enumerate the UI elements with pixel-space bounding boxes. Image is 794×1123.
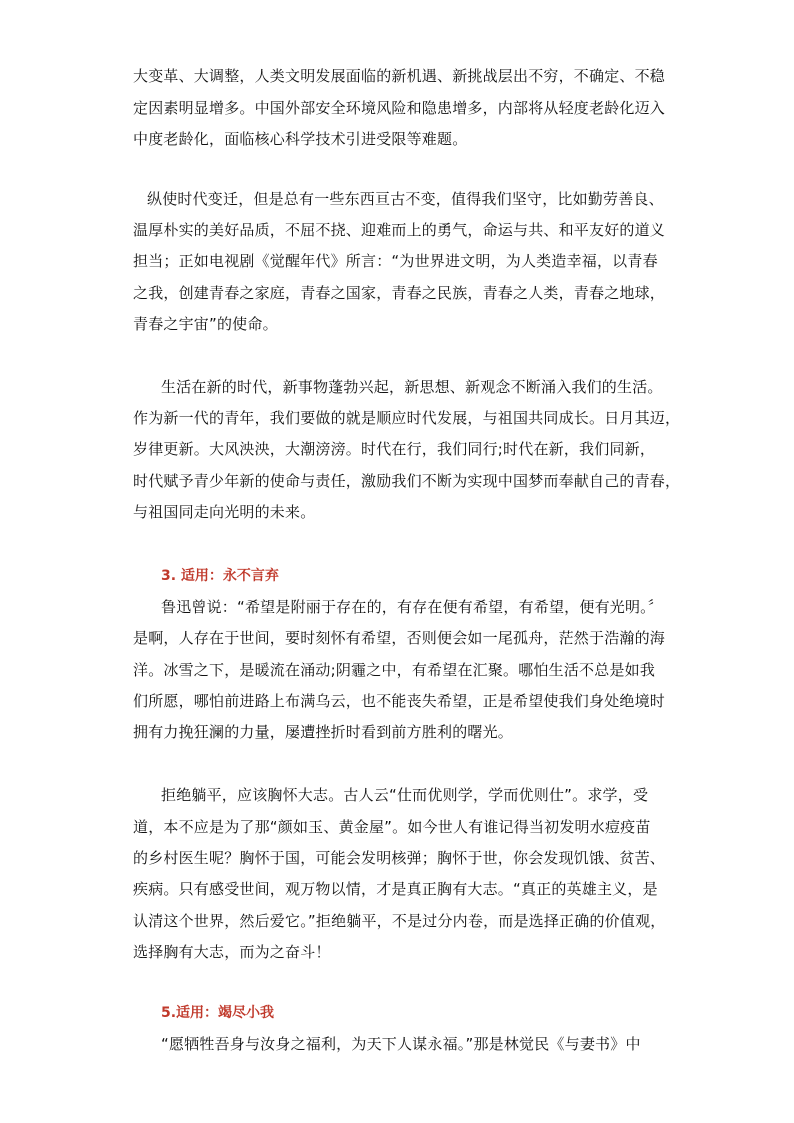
text-line: 道，本不应是为了那“颜如玉、黄金屋”。如今世人有谁记得当初发明水痘疫苗 [133, 818, 651, 836]
text-line: 与祖国同走向光明的未来。 [133, 503, 316, 521]
text-line: 们所愿，哪怕前进路上布满乌云，也不能丧失希望，正是希望使我们身处绝境时 [133, 692, 666, 710]
text-line: 拒绝躺平，应该胸怀大志。古人云“仕而优则学，学而优则仕”。求学，受 [161, 786, 649, 804]
text-line: 是啊，人存在于世间，要时刻怀有希望，否则便会如一尾孤舟，茫然于浩瀚的海 [133, 629, 666, 647]
text-line: 青春之宇宙”的使命。 [133, 315, 278, 333]
text-line: 洋。冰雪之下，是暖流在涌动;阴霾之中，有希望在汇聚。哪怕生活不总是如我 [133, 661, 656, 679]
text-line: 的乡村医生呢？胸怀于国，可能会发明核弹；胸怀于世，你会发现饥饿、贫苦、 [133, 849, 666, 867]
text-line: 定因素明显增多。中国外部安全环境风险和隐患增多，内部将从轻度老龄化迈入 [133, 99, 666, 117]
text-line: 疾病。只有感受世间，观万物以情，才是真正胸有大志。“真正的英雄主义，是 [133, 880, 658, 898]
text-line: 选择胸有大志，而为之奋斗！ [133, 943, 331, 961]
text-line: 拥有力挽狂澜的力量，屡遭挫折时看到前方胜利的曙光。 [133, 723, 514, 741]
text-line: 认清这个世界，然后爱它。”拒绝躺平，不是过分内卷，而是选择正确的价值观， [133, 912, 666, 930]
text-line: 中度老龄化，面临核心科学技术引进受限等难题。 [133, 130, 468, 148]
text-line: 生活在新的时代，新事物蓬勃兴起，新思想、新观念不断涌入我们的生活。 [161, 378, 663, 396]
text-line: 时代赋予青少年新的使命与责任，激励我们不断为实现中国梦而奉献自己的青春， [133, 472, 681, 490]
section-heading: 5.适用：竭尽小我 [161, 1005, 275, 1021]
text-line: 鲁迅曾说：“希望是附丽于存在的，有存在便有希望，有希望，便有光明。〞 [161, 598, 664, 616]
text-line: 温厚朴实的美好品质，不屈不挠、迎难而上的勇气，命运与共、和平友好的道义 [133, 221, 666, 239]
text-line: 大变革、大调整，人类文明发展面临的新机遇、新挑战层出不穷，不确定、不稳 [133, 67, 666, 85]
text-line: 担当；正如电视剧《觉醒年代》所言：“为世界进文明，为人类造幸福，以青春 [133, 252, 658, 270]
section-heading: 3. 适用：永不言弃 [161, 568, 279, 584]
text-line: 纵使时代变迁，但是总有一些东西亘古不变，值得我们坚守，比如勤劳善良、 [147, 190, 664, 208]
text-line: “愿牺牲吾身与汝身之福利，为天下人谋永福。”那是林觉民《与妻书》中 [161, 1035, 641, 1053]
text-line: 岁律更新。大风泱泱，大潮滂滂。时代在行，我们同行;时代在新，我们同新， [133, 440, 656, 458]
text-line: 作为新一代的青年，我们要做的就是顺应时代发展，与祖国共同成长。日月其迈， [133, 409, 681, 427]
text-line: 之我，创建青春之家庭，青春之国家，青春之民族，青春之人类，青春之地球， [133, 284, 666, 302]
